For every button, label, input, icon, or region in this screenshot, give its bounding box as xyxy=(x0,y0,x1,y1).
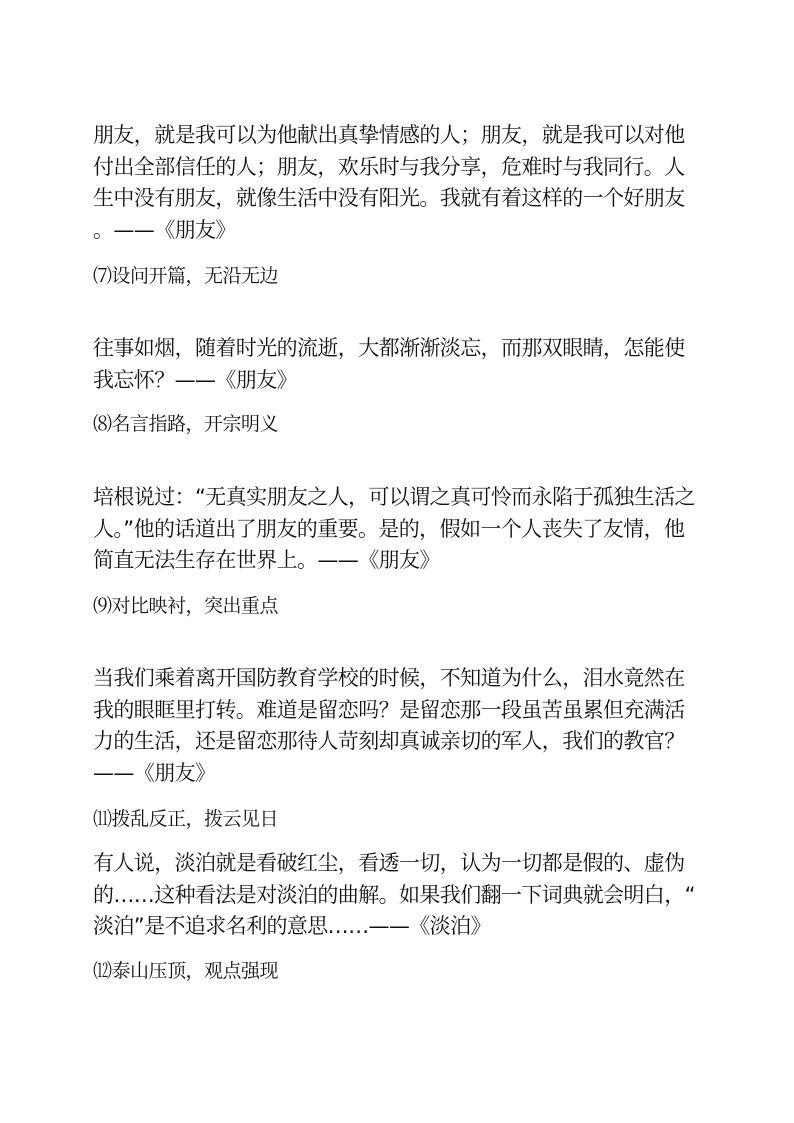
text-line: 淡泊”是不追求名利的意思……——《淡泊》 xyxy=(93,914,491,938)
text-line: 的……这种看法是对淡泊的曲解。如果我们翻一下词典就会明白，“ xyxy=(93,882,695,907)
section-heading-8: ⑻名言指路，开宗明义 xyxy=(93,413,279,435)
paragraph-indifference xyxy=(93,848,693,943)
text-line: 力的生活，还是留恋那待人苛刻却真诚亲切的军人，我们的教官？ xyxy=(93,729,685,753)
text-line: 生中没有朋友，就像生活中没有阳光。我就有着这样的一个好朋友 xyxy=(93,186,685,210)
text-line: 培根说过：“无真实朋友之人，可以谓之真可怜而永陷于孤独生活之 xyxy=(93,485,695,509)
text-line: 往事如烟，随着时光的流逝，大都渐渐淡忘，而那双眼睛，怎能使 xyxy=(93,336,685,360)
text-line: 当我们乘着离开国防教育学校的时候，不知道为什么，泪水竟然在 xyxy=(93,666,685,690)
text-line: 朋友，就是我可以为他献出真挚情感的人；朋友，就是我可以对他 xyxy=(93,123,685,147)
text-line: 人。”他的话道出了朋友的重要。是的，假如一个人丧失了友情，他 xyxy=(93,516,685,541)
text-line: 我的眼眶里打转。难道是留恋吗？是留恋那一段虽苦虽累但充满活 xyxy=(93,697,685,722)
section-heading-7: ⑺设问开篇，无沿无边 xyxy=(93,265,279,287)
text-line: ——《朋友》 xyxy=(93,760,216,785)
paragraph-bacon-quote xyxy=(93,482,693,577)
section-heading-9: ⑼对比映衬，突出重点 xyxy=(93,595,279,617)
section-heading-12: ⑿泰山压顶，观点强现 xyxy=(93,960,279,982)
text-line: 。——《朋友》 xyxy=(93,217,236,242)
text-line: 有人说，淡泊就是看破红尘，看透一切，认为一切都是假的、虚伪 xyxy=(93,851,685,875)
text-line: 我忘怀？——《朋友》 xyxy=(93,367,297,392)
paragraph-military-school xyxy=(93,663,693,789)
text-line: 付出全部信任的人；朋友，欢乐时与我分享，危难时与我同行。人 xyxy=(93,154,685,179)
section-heading-11: ⑾拨乱反正，拨云见日 xyxy=(93,808,279,830)
paragraph-eyes-memory xyxy=(93,333,693,396)
paragraph-friend-definition xyxy=(93,120,693,246)
text-line: 简直无法生存在世界上。——《朋友》 xyxy=(93,548,440,572)
